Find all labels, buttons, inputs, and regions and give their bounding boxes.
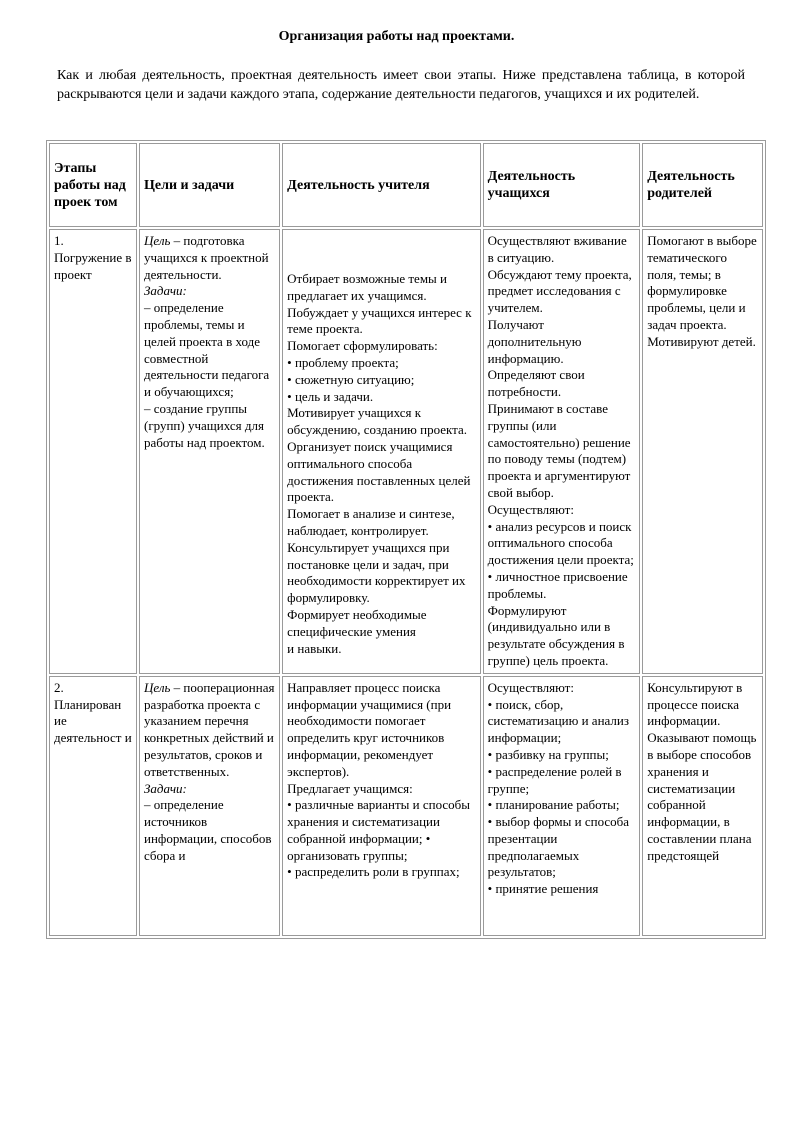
parents-line: Оказывают помощь в выборе способов хранения и систематизации собранной информации, в составлении плана предстоящей — [647, 730, 757, 863]
table-header-row — [49, 143, 763, 227]
header-students: Деятельность учащихся — [483, 143, 641, 227]
students-bullet: • разбивку на группы; — [487, 746, 609, 762]
goals-cell — [139, 229, 280, 674]
students-bullet: • распределение ролей в группе; — [487, 763, 622, 796]
students-bullet: • выбор формы и способа презентации предполагаемых результатов; — [487, 814, 630, 880]
task-item: – определение проблемы, темы и целей проекта в ходе совместной деятельности педагога и обучающихся; — [143, 300, 270, 400]
header-stages: Этапы работы над проек том — [49, 143, 137, 227]
goal-label: Цель — [143, 679, 171, 695]
teacher-bullet: • распределить роли в группах; — [287, 864, 460, 880]
goal-text: – пооперационная разработка проекта с указанием перечня конкретных действий и результатов, сроков и ответственных. — [143, 679, 275, 779]
header-teacher: Деятельность учителя — [282, 143, 480, 227]
students-line: Осуществляют: — [487, 679, 574, 695]
teacher-line: Побуждает у учащихся интерес к теме проекта. — [287, 304, 472, 337]
teacher-line: Помогает в анализе и синтезе, наблюдает, контролирует. — [287, 506, 455, 538]
document-title: Организация работы над проектами. — [278, 29, 515, 44]
task-item: – создание группы (групп) учащихся для работы над проектом. — [143, 400, 265, 450]
students-line: Осуществляют вживание в ситуацию. — [487, 233, 627, 265]
students-bullet: • личностное присвоение проблемы. — [487, 568, 628, 601]
students-bullet: • принятие решения — [487, 881, 599, 897]
students-bullet: • анализ ресурсов и поиск оптимального способа достижения цели проекта; — [487, 518, 634, 568]
parents-line: Консультируют в процессе поиска информации. — [647, 679, 743, 729]
task-item: – определение источников информации, способов сбора и — [143, 797, 272, 863]
stage-cell — [49, 676, 137, 936]
students-cell — [483, 229, 641, 674]
teacher-line: Формирует необходимые специфические умения — [287, 606, 427, 639]
teacher-line: Организует поиск учащимися оптимального способа достижения поставленных целей проекта. — [287, 438, 471, 505]
students-line: Получают дополнительную информацию. — [487, 316, 582, 366]
tasks-label: Задачи: — [143, 780, 187, 796]
students-cell — [483, 676, 641, 936]
students-line: Обсуждают тему проекта, предмет исследования с учителем. — [487, 266, 632, 316]
goals-cell — [139, 676, 280, 936]
teacher-line: Помогает сформулировать: — [287, 338, 438, 354]
header-goals: Цели и задачи — [139, 143, 280, 227]
stages-table — [46, 140, 766, 939]
parents-cell — [642, 229, 763, 674]
stage-name: 1. Погружение в проект — [54, 233, 132, 282]
teacher-line: Предлагает учащимся: — [287, 780, 413, 796]
teacher-bullet: • проблему проекта; — [287, 354, 399, 370]
teacher-bullet: • цель и задачи. — [287, 388, 374, 404]
teacher-line: Консультирует учащихся при постановке цели и задач, при необходимости корректирует их формулировку. — [287, 539, 466, 606]
teacher-line: и навыки. — [287, 640, 342, 656]
teacher-line: Мотивирует учащихся к обсуждению, созданию проекта. — [287, 405, 468, 438]
parents-cell — [642, 676, 763, 936]
teacher-bullet: • сюжетную ситуацию; — [287, 371, 415, 387]
tasks-label: Задачи: — [143, 283, 187, 299]
students-bullet: • поиск, сбор, систематизацию и анализ информации; — [487, 696, 629, 746]
teacher-line: Направляет процесс поиска информации учащимися (при необходимости помогает определить круг источников информации, рекомендует экспертов). — [287, 679, 452, 779]
stage-name: 2. Планирован ие деятельност и — [54, 679, 132, 746]
parents-line: Помогают в выборе тематического поля, темы; в формулировке проблемы, цели и задач проекта. — [647, 233, 757, 332]
goal-text: – подготовка учащихся к проектной деятельности. — [143, 233, 269, 282]
teacher-bullet: • различные варианты и способы хранения и систематизации собранной информации; • организовать группы; — [287, 797, 471, 863]
header-parents: Деятельность родителей — [642, 143, 763, 227]
students-line: Определяют свои потребности. — [487, 367, 585, 400]
intro-paragraph — [57, 66, 745, 104]
table-row — [49, 229, 763, 674]
students-line: Формулируют (индивидуально или в результате обсуждения в группе) цель проекта. — [487, 602, 625, 668]
stage-cell — [49, 229, 137, 674]
parents-line: Мотивируют детей. — [647, 333, 756, 349]
teacher-cell — [282, 676, 480, 936]
students-line: Принимают в составе группы (или самостоятельно) решение по поводу темы (подтем) проекта и аргументируют свой выбор. — [487, 400, 631, 500]
intro-text: Как и любая деятельность, проектная деятельность имеет свои этапы. Ниже представлена таблица, в которой раскрываются цели и задачи каждого этапа, содержание деятельности педагогов, учащихся и их родителей. — [57, 68, 745, 102]
table-row — [49, 676, 763, 936]
teacher-line: Отбирает возможные темы и предлагает их учащимся. — [287, 271, 447, 303]
students-line: Осуществляют: — [487, 501, 574, 517]
goal-label: Цель — [143, 233, 171, 248]
teacher-cell — [282, 229, 480, 674]
students-bullet: • планирование работы; — [487, 797, 620, 813]
